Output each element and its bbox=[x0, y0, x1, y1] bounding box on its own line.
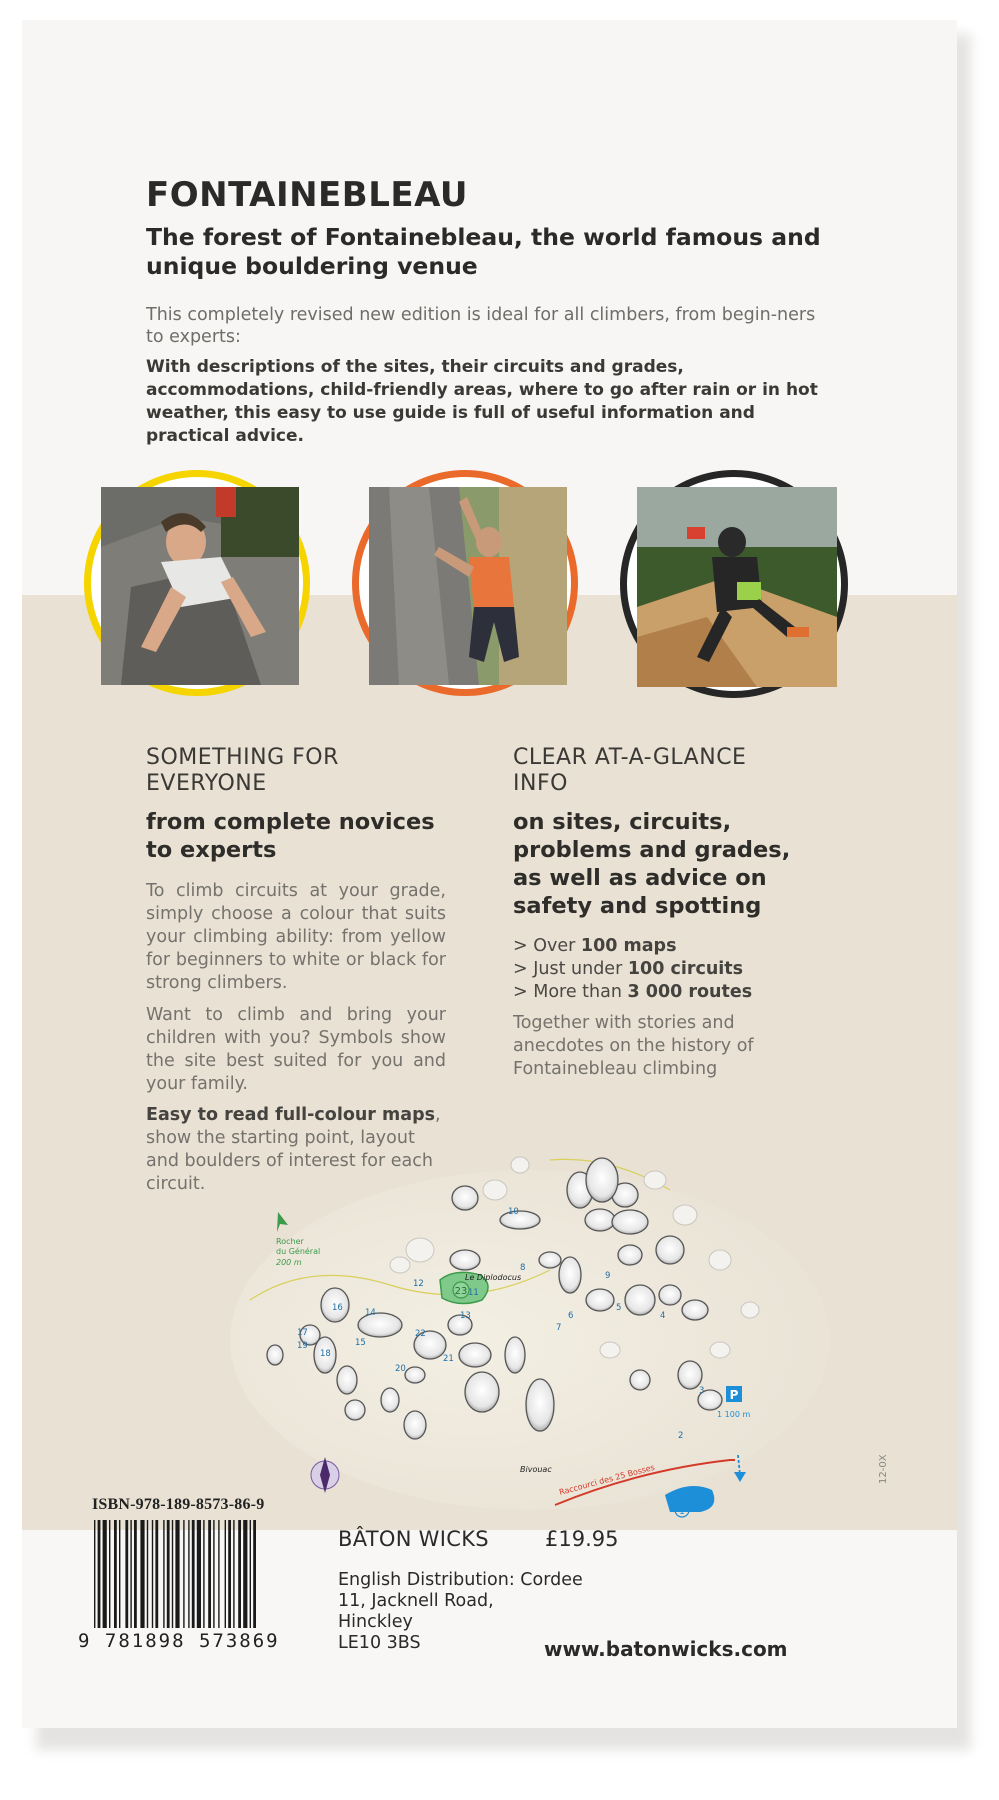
barcode-bar bbox=[208, 1520, 211, 1628]
map-label-rocher: du Général bbox=[276, 1247, 321, 1256]
parking-label: P bbox=[729, 1388, 739, 1402]
bullet-item: > Just under 100 circuits bbox=[513, 959, 744, 979]
distribution-line: Hinckley bbox=[338, 1612, 413, 1632]
barcode-bar bbox=[103, 1520, 107, 1628]
barcode-bar bbox=[119, 1520, 120, 1628]
barcode-bar bbox=[203, 1520, 204, 1628]
para3-bold: Easy to read full-colour maps bbox=[146, 1105, 436, 1125]
barcode-bar bbox=[114, 1520, 117, 1628]
photo-image bbox=[637, 487, 831, 681]
map-number: 5 bbox=[616, 1303, 622, 1313]
barcode-bar bbox=[238, 1520, 241, 1628]
map-number: 20 bbox=[395, 1364, 406, 1374]
map-number: 16 bbox=[332, 1303, 343, 1313]
left-column-para2: Want to climb and bring your children with you? Symbols show the site best suited for you and your family. bbox=[146, 1005, 446, 1094]
barcode-graphic bbox=[92, 1520, 312, 1628]
distribution-line: English Distribution: Cordee bbox=[338, 1570, 583, 1590]
website-url: www.batonwicks.com bbox=[544, 1637, 788, 1661]
pond-shape bbox=[665, 1486, 714, 1512]
barcode-bar bbox=[233, 1520, 234, 1628]
barcode-bar bbox=[147, 1520, 148, 1628]
map-number: 8 bbox=[520, 1263, 526, 1273]
left-column-subheading: from complete novices to experts bbox=[146, 809, 435, 863]
barcode-bar bbox=[218, 1520, 219, 1628]
barcode-bar bbox=[192, 1520, 195, 1628]
map-number: 17 bbox=[297, 1328, 308, 1338]
intro-text: This completely revised new edition is ideal for all climbers, from begin-ners to experts: bbox=[146, 305, 816, 347]
map-number: 18 bbox=[320, 1349, 331, 1359]
map-label-rocher: Rocher bbox=[276, 1237, 304, 1246]
barcode-bar bbox=[225, 1520, 226, 1628]
barcode-bar bbox=[172, 1520, 173, 1628]
map-number: 21 bbox=[443, 1354, 454, 1364]
climber-photo-illustration bbox=[101, 487, 299, 685]
photo-climber-yellow bbox=[84, 470, 310, 696]
barcode-bar bbox=[167, 1520, 170, 1628]
para3-rest: , show the starting point, layout and boulders of interest for each circuit. bbox=[146, 1105, 441, 1194]
barcode-bar bbox=[98, 1520, 101, 1628]
map-label-bivouac: Bivouac bbox=[520, 1465, 552, 1474]
barcode-bar bbox=[125, 1520, 128, 1628]
map-number: 4 bbox=[660, 1311, 666, 1321]
map-number: 3 bbox=[699, 1386, 705, 1396]
barcode-bar bbox=[213, 1520, 214, 1628]
publisher-name: BÂTON WICKS bbox=[338, 1527, 489, 1551]
barcode-bar bbox=[130, 1520, 131, 1628]
map-number: 15 bbox=[355, 1338, 366, 1348]
map-number: 11 bbox=[468, 1288, 479, 1298]
barcode-bar bbox=[163, 1520, 164, 1628]
book-title: FONTAINEBLEAU bbox=[146, 175, 468, 215]
bullet-item: > More than 3 000 routes bbox=[513, 982, 753, 1002]
barcode-bar bbox=[197, 1520, 201, 1628]
barcode-bar bbox=[253, 1520, 256, 1628]
barcode-bar bbox=[175, 1520, 179, 1628]
map-number: 10 bbox=[508, 1207, 519, 1217]
barcode-bar bbox=[188, 1520, 189, 1628]
features-text: With descriptions of the sites, their circuits and grades, accommodations, child-friendly areas, where to go after rain or in hot weather, this easy to use guide is full of useful information and practical advice. bbox=[146, 357, 818, 446]
barcode-bar bbox=[183, 1520, 184, 1628]
arrow-icon bbox=[277, 1212, 288, 1232]
map-number: 13 bbox=[460, 1311, 471, 1321]
distribution-line: 11, Jacknell Road, bbox=[338, 1591, 494, 1611]
barcode-bar bbox=[155, 1520, 158, 1628]
map-number: 2 bbox=[678, 1431, 684, 1441]
barcode-bar bbox=[250, 1520, 251, 1628]
map-number: 22 bbox=[415, 1329, 426, 1339]
map-number: 19 bbox=[297, 1341, 308, 1351]
barcode-bar bbox=[94, 1520, 95, 1628]
map-label-rocher: 200 m bbox=[276, 1258, 302, 1267]
barcode-bar bbox=[140, 1520, 144, 1628]
map-number: 12 bbox=[413, 1279, 424, 1289]
left-column-heading: SOMETHING FOR EVERYONE bbox=[146, 745, 339, 796]
bullet-item: > Over 100 maps bbox=[513, 936, 677, 956]
photo-image bbox=[369, 487, 561, 679]
distribution-line: LE10 3BS bbox=[338, 1633, 421, 1653]
map-number: 7 bbox=[556, 1323, 562, 1333]
map-number: 6 bbox=[568, 1311, 574, 1321]
map-circle-number: 23 bbox=[454, 1286, 468, 1297]
map-label-raccourci: Raccourci des 25 Bosses bbox=[558, 1462, 656, 1497]
isbn-label: ISBN-978-189-8573-86-9 bbox=[92, 1496, 265, 1513]
map-number: 1 bbox=[679, 1507, 685, 1517]
print-code: 12-0X bbox=[878, 1454, 889, 1484]
barcode-bar bbox=[134, 1520, 137, 1628]
right-column-bullets bbox=[513, 935, 803, 1004]
map-number: 14 bbox=[365, 1308, 376, 1318]
barcode-bar bbox=[228, 1520, 231, 1628]
barcode-bar bbox=[152, 1520, 153, 1628]
photo-climber-black bbox=[620, 470, 848, 698]
barcode-bar bbox=[243, 1520, 247, 1628]
climber-photo-illustration bbox=[369, 487, 567, 685]
right-column-closing: Together with stories and anecdotes on the history of Fontainebleau climbing bbox=[513, 1013, 754, 1079]
barcode-bar bbox=[109, 1520, 110, 1628]
right-column-subheading: on sites, circuits, problems and grades, as well as advice on safety and spotting bbox=[513, 809, 791, 919]
circuit-map bbox=[250, 1150, 850, 1517]
climber-photo-illustration bbox=[637, 487, 837, 687]
right-column-heading: CLEAR AT-A-GLANCE INFO bbox=[513, 745, 747, 796]
price: £19.95 bbox=[545, 1527, 619, 1551]
left-column-para1: To climb circuits at your grade, simply choose a colour that suits your climbing ability: from yellow for beginners to white or black for strong climbers. bbox=[146, 881, 446, 993]
arrow-down-icon bbox=[734, 1472, 746, 1482]
barcode-digits: 9 781898 573869 bbox=[78, 1630, 280, 1652]
map-number: 9 bbox=[605, 1271, 611, 1281]
map-label-diplodocus: Le Diplodocus bbox=[465, 1273, 522, 1282]
map-label-distance: 1 100 m bbox=[717, 1410, 751, 1419]
book-subtitle: The forest of Fontainebleau, the world famous and unique bouldering venue bbox=[146, 223, 821, 280]
photo-climber-orange bbox=[352, 470, 578, 696]
photo-image bbox=[101, 487, 293, 679]
